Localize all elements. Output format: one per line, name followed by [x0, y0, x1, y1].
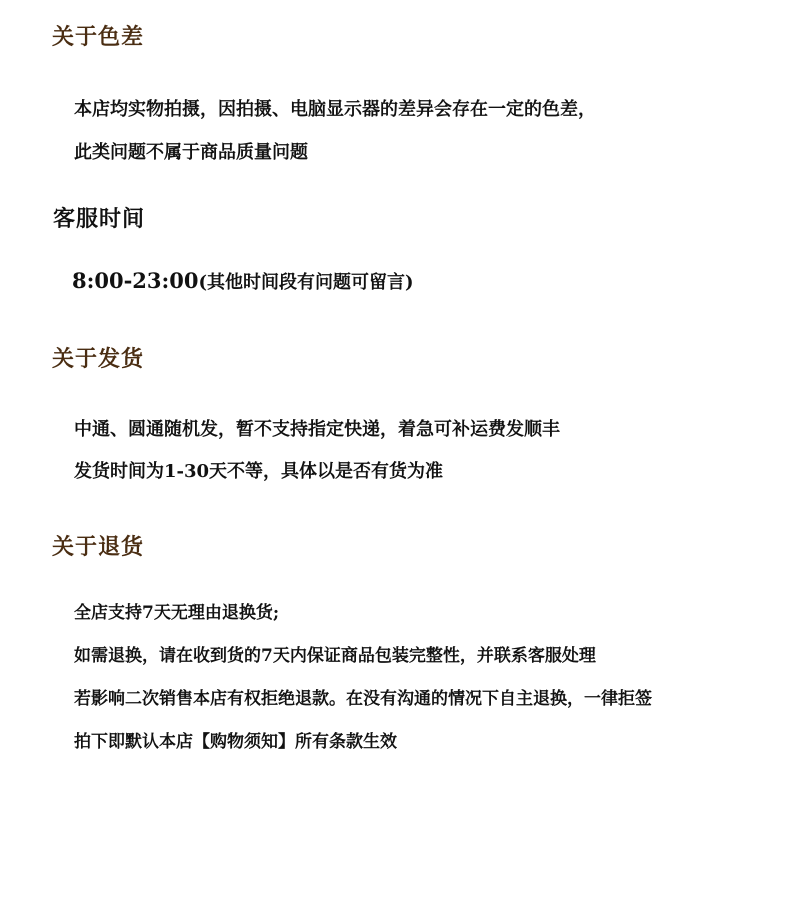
service-hours-note: (其他时间段有问题可留言) — [198, 272, 414, 293]
shipping-line-2: 发货时间为1-30天不等，具体以是否有货为准 — [74, 461, 444, 482]
shipping-line-1: 中通、圆通随机发，暂不支持指定快递，着急可补运费发顺丰 — [74, 419, 560, 440]
returns-line-2: 如需退换，请在收到货的7天内保证商品包装完整性，并联系客服处理 — [74, 646, 596, 666]
color-difference-line-2: 此类问题不属于商品质量问题 — [74, 142, 308, 163]
shipping-heading: 关于发货 — [52, 346, 145, 372]
service-hours-text — [72, 266, 414, 298]
service-hours-heading: 客服时间 — [53, 206, 146, 232]
returns-heading: 关于退货 — [52, 534, 145, 560]
color-difference-heading: 关于色差 — [52, 24, 145, 50]
color-difference-line-1: 本店均实物拍摄，因拍摄、电脑显示器的差异会存在一定的色差， — [74, 99, 596, 120]
returns-line-1: 全店支持7天无理由退换货; — [74, 603, 280, 623]
service-hours-time: 8:00-23:00 — [72, 268, 199, 293]
returns-line-3: 若影响二次销售本店有权拒绝退款。在没有沟通的情况下自主退换，一律拒签 — [74, 689, 652, 709]
returns-line-4: 拍下即默认本店【购物须知】所有条款生效 — [74, 732, 397, 752]
